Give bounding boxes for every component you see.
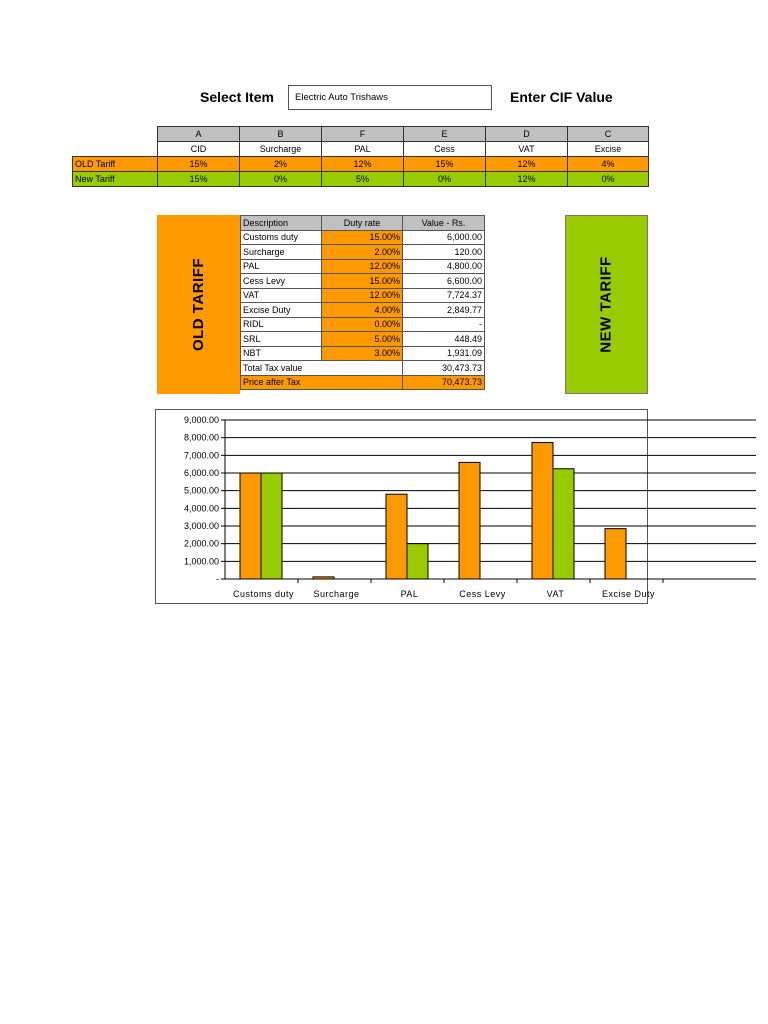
new-rate-cell[interactable]: 0% — [240, 172, 322, 187]
table-row: Surcharge 2.00% 120.00 — [241, 245, 485, 260]
new-tariff-label: New Tariff — [73, 172, 158, 187]
table-row: NBT 3.00% 1,931.09 — [241, 346, 485, 361]
rates-letter-cell: E — [404, 127, 486, 142]
old-rate-cell[interactable]: 2% — [240, 157, 322, 172]
new-tariff-panel — [565, 215, 648, 394]
x-tick-label: Excise Duty — [601, 589, 656, 599]
bar — [407, 544, 428, 579]
item-select-value: Electric Auto Trishaws — [295, 92, 388, 103]
table-row: Customs duty 15.00% 6,000.00 — [241, 230, 485, 245]
old-tariff-row — [73, 157, 649, 172]
rates-letter-row — [73, 127, 649, 142]
y-tick-label: 7,000.00 — [183, 450, 219, 461]
y-tick-label: 9,000.00 — [183, 415, 219, 425]
total-tax-row — [241, 361, 485, 376]
rates-name-row — [73, 142, 649, 157]
old-tariff-label: OLD Tariff — [73, 157, 158, 172]
y-tick-label: 5,000.00 — [183, 485, 219, 496]
x-tick-label: PAL — [400, 589, 419, 599]
x-tick-label: VAT — [546, 589, 565, 599]
old-rate-cell[interactable]: 12% — [322, 157, 404, 172]
rates-letter-cell: F — [322, 127, 404, 142]
rates-letter-cell: C — [568, 127, 649, 142]
detail-header-row — [241, 216, 485, 231]
rates-table — [72, 126, 649, 187]
table-row: RIDL 0.00% - — [241, 317, 485, 332]
total-tax-label: Total Tax value — [241, 361, 403, 376]
detail-header-cell: Duty rate — [322, 216, 403, 231]
rates-letter-cell: B — [240, 127, 322, 142]
enter-cif-label: Enter CIF Value — [510, 89, 613, 105]
rates-letter-cell: A — [158, 127, 240, 142]
old-rate-cell[interactable]: 15% — [404, 157, 486, 172]
rates-name-cell: VAT — [486, 142, 568, 157]
x-tick-label: Customs duty — [232, 589, 295, 599]
x-tick-label: Surcharge — [313, 589, 360, 599]
rates-name-cell: Excise — [568, 142, 649, 157]
price-after-tax-label: Price after Tax — [241, 375, 403, 390]
new-rate-cell[interactable]: 12% — [486, 172, 568, 187]
old-rate-cell[interactable]: 12% — [486, 157, 568, 172]
y-tick-label: 4,000.00 — [183, 503, 219, 514]
bar — [553, 469, 574, 579]
table-row: PAL 12.00% 4,800.00 — [241, 259, 485, 274]
item-select-field[interactable] — [288, 85, 492, 110]
bar — [240, 473, 261, 579]
y-tick-label: 3,000.00 — [183, 521, 219, 531]
bar — [386, 494, 407, 579]
price-after-tax-value: 70,473.73 — [403, 375, 485, 390]
bar — [261, 473, 282, 579]
detail-header-cell: Description — [241, 216, 322, 231]
rates-letter-cell: D — [486, 127, 568, 142]
bar — [313, 577, 334, 579]
new-rate-cell[interactable]: 15% — [158, 172, 240, 187]
y-tick-label: - — [216, 574, 219, 584]
old-rate-cell[interactable]: 15% — [158, 157, 240, 172]
chart-svg — [156, 410, 656, 605]
y-tick-label: 6,000.00 — [183, 468, 219, 478]
select-item-label: Select Item — [200, 89, 274, 105]
bar — [605, 529, 626, 579]
bar — [532, 443, 553, 579]
rates-name-cell: Cess — [404, 142, 486, 157]
new-tariff-panel-label: NEW TARIFF — [598, 256, 615, 353]
old-rate-cell[interactable]: 4% — [568, 157, 649, 172]
table-row: SRL 5.00% 448.49 — [241, 332, 485, 347]
rates-name-cell: PAL — [322, 142, 404, 157]
new-tariff-row — [73, 172, 649, 187]
detail-header-cell: Value - Rs. — [403, 216, 485, 231]
new-rate-cell[interactable]: 5% — [322, 172, 404, 187]
table-row: VAT 12.00% 7,724.37 — [241, 288, 485, 303]
y-tick-label: 2,000.00 — [183, 538, 219, 549]
rates-name-cell: CID — [158, 142, 240, 157]
table-row: Excise Duty 4.00% 2,849.77 — [241, 303, 485, 318]
y-tick-label: 1,000.00 — [183, 556, 219, 567]
x-tick-label: Cess Levy — [459, 589, 506, 599]
bar — [459, 462, 480, 579]
tariff-comparison-chart — [155, 409, 656, 604]
y-tick-label: 8,000.00 — [183, 432, 219, 443]
total-tax-value: 30,473.73 — [403, 361, 485, 376]
old-tariff-detail-table — [240, 215, 485, 390]
rates-name-cell: Surcharge — [240, 142, 322, 157]
new-rate-cell[interactable]: 0% — [568, 172, 649, 187]
new-rate-cell[interactable]: 0% — [404, 172, 486, 187]
old-tariff-panel-label: OLD TARIFF — [190, 257, 208, 352]
price-after-tax-row — [241, 375, 485, 390]
old-tariff-panel — [157, 215, 240, 394]
table-row: Cess Levy 15.00% 6,600.00 — [241, 274, 485, 289]
